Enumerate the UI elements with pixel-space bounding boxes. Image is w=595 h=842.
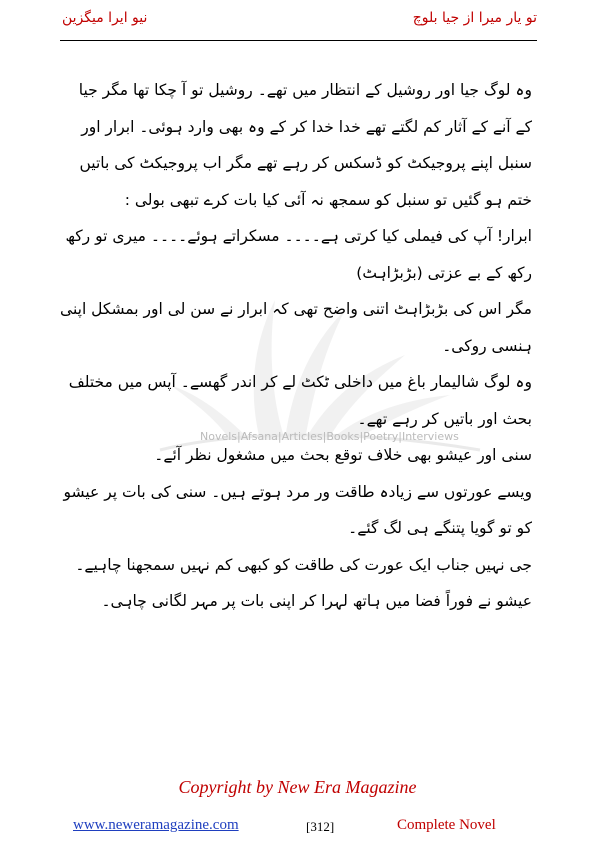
header-divider — [60, 40, 537, 41]
paragraph: وہ لوگ شالیمار باغ میں داخلی ٹکٹ لے کر اندر گھسے۔ آپس میں مختلف بحث اور باتیں کر رہے تھے۔ — [68, 373, 532, 428]
header-magazine-name: نیو ایرا میگزین — [62, 10, 148, 26]
copyright-notice: Copyright by New Era Magazine — [178, 777, 417, 797]
paragraph: ویسے عورتوں سے زیادہ طاقت ور مرد ہوتے ہیں۔ سنی کی بات پر عیشو کو تو گویا پتنگے ہی لگ گئے۔ — [63, 482, 532, 537]
website-link[interactable]: www.neweramagazine.com — [73, 817, 239, 833]
page-number: [312] — [306, 819, 335, 834]
novel-type-label: Complete Novel — [397, 817, 496, 833]
paragraph: مگر اس کی بڑبڑاہٹ اتنی واضح تھی کہ ابرار نے سن لی اور بمشکل اپنی ہنسی روکی۔ — [60, 300, 532, 355]
page-footer — [0, 817, 595, 837]
paragraph: وہ لوگ جیا اور روشیل کے انتظار میں تھے۔ روشیل تو آ چکا تھا مگر جیا کے آنے کے آثار کم لگتے تھے خدا خدا کر کے وہ بھی وارد ہوئی۔ ابرار اور سنبل اپنے پروجیکٹ کو ڈسکس کر رہے تھے مگر اب پروجیکٹ کی باتیں ختم ہو گئیں تو سنبل کو سمجھ نہ آئی کیا بات کرے تبھی بولی : — [78, 81, 532, 209]
paragraph: سنی اور عیشو بھی خلاف توقع بحث میں مشغول نظر آئے۔ — [154, 446, 532, 464]
paragraph: ابرار! آپ کی فیملی کیا کرتی ہے۔۔۔۔ مسکراتے ہوئے۔۔۔۔ میری تو رکھ رکھ کے بے عزتی (بڑبڑاہٹ) — [65, 227, 532, 282]
article-body — [60, 72, 532, 620]
watermark-text: Novels|Afsana|Articles|Books|Poetry|Interviews — [200, 430, 459, 443]
header-novel-title: تو یار میرا از جیا بلوچ — [412, 10, 537, 26]
paragraph: جی نہیں جناب ایک عورت کی طاقت کو کبھی کم نہیں سمجھنا چاہیے۔ عیشو نے فوراً فضا میں ہاتھ لہرا کر اپنی بات پر مہر لگانی چاہی۔ — [75, 555, 532, 610]
